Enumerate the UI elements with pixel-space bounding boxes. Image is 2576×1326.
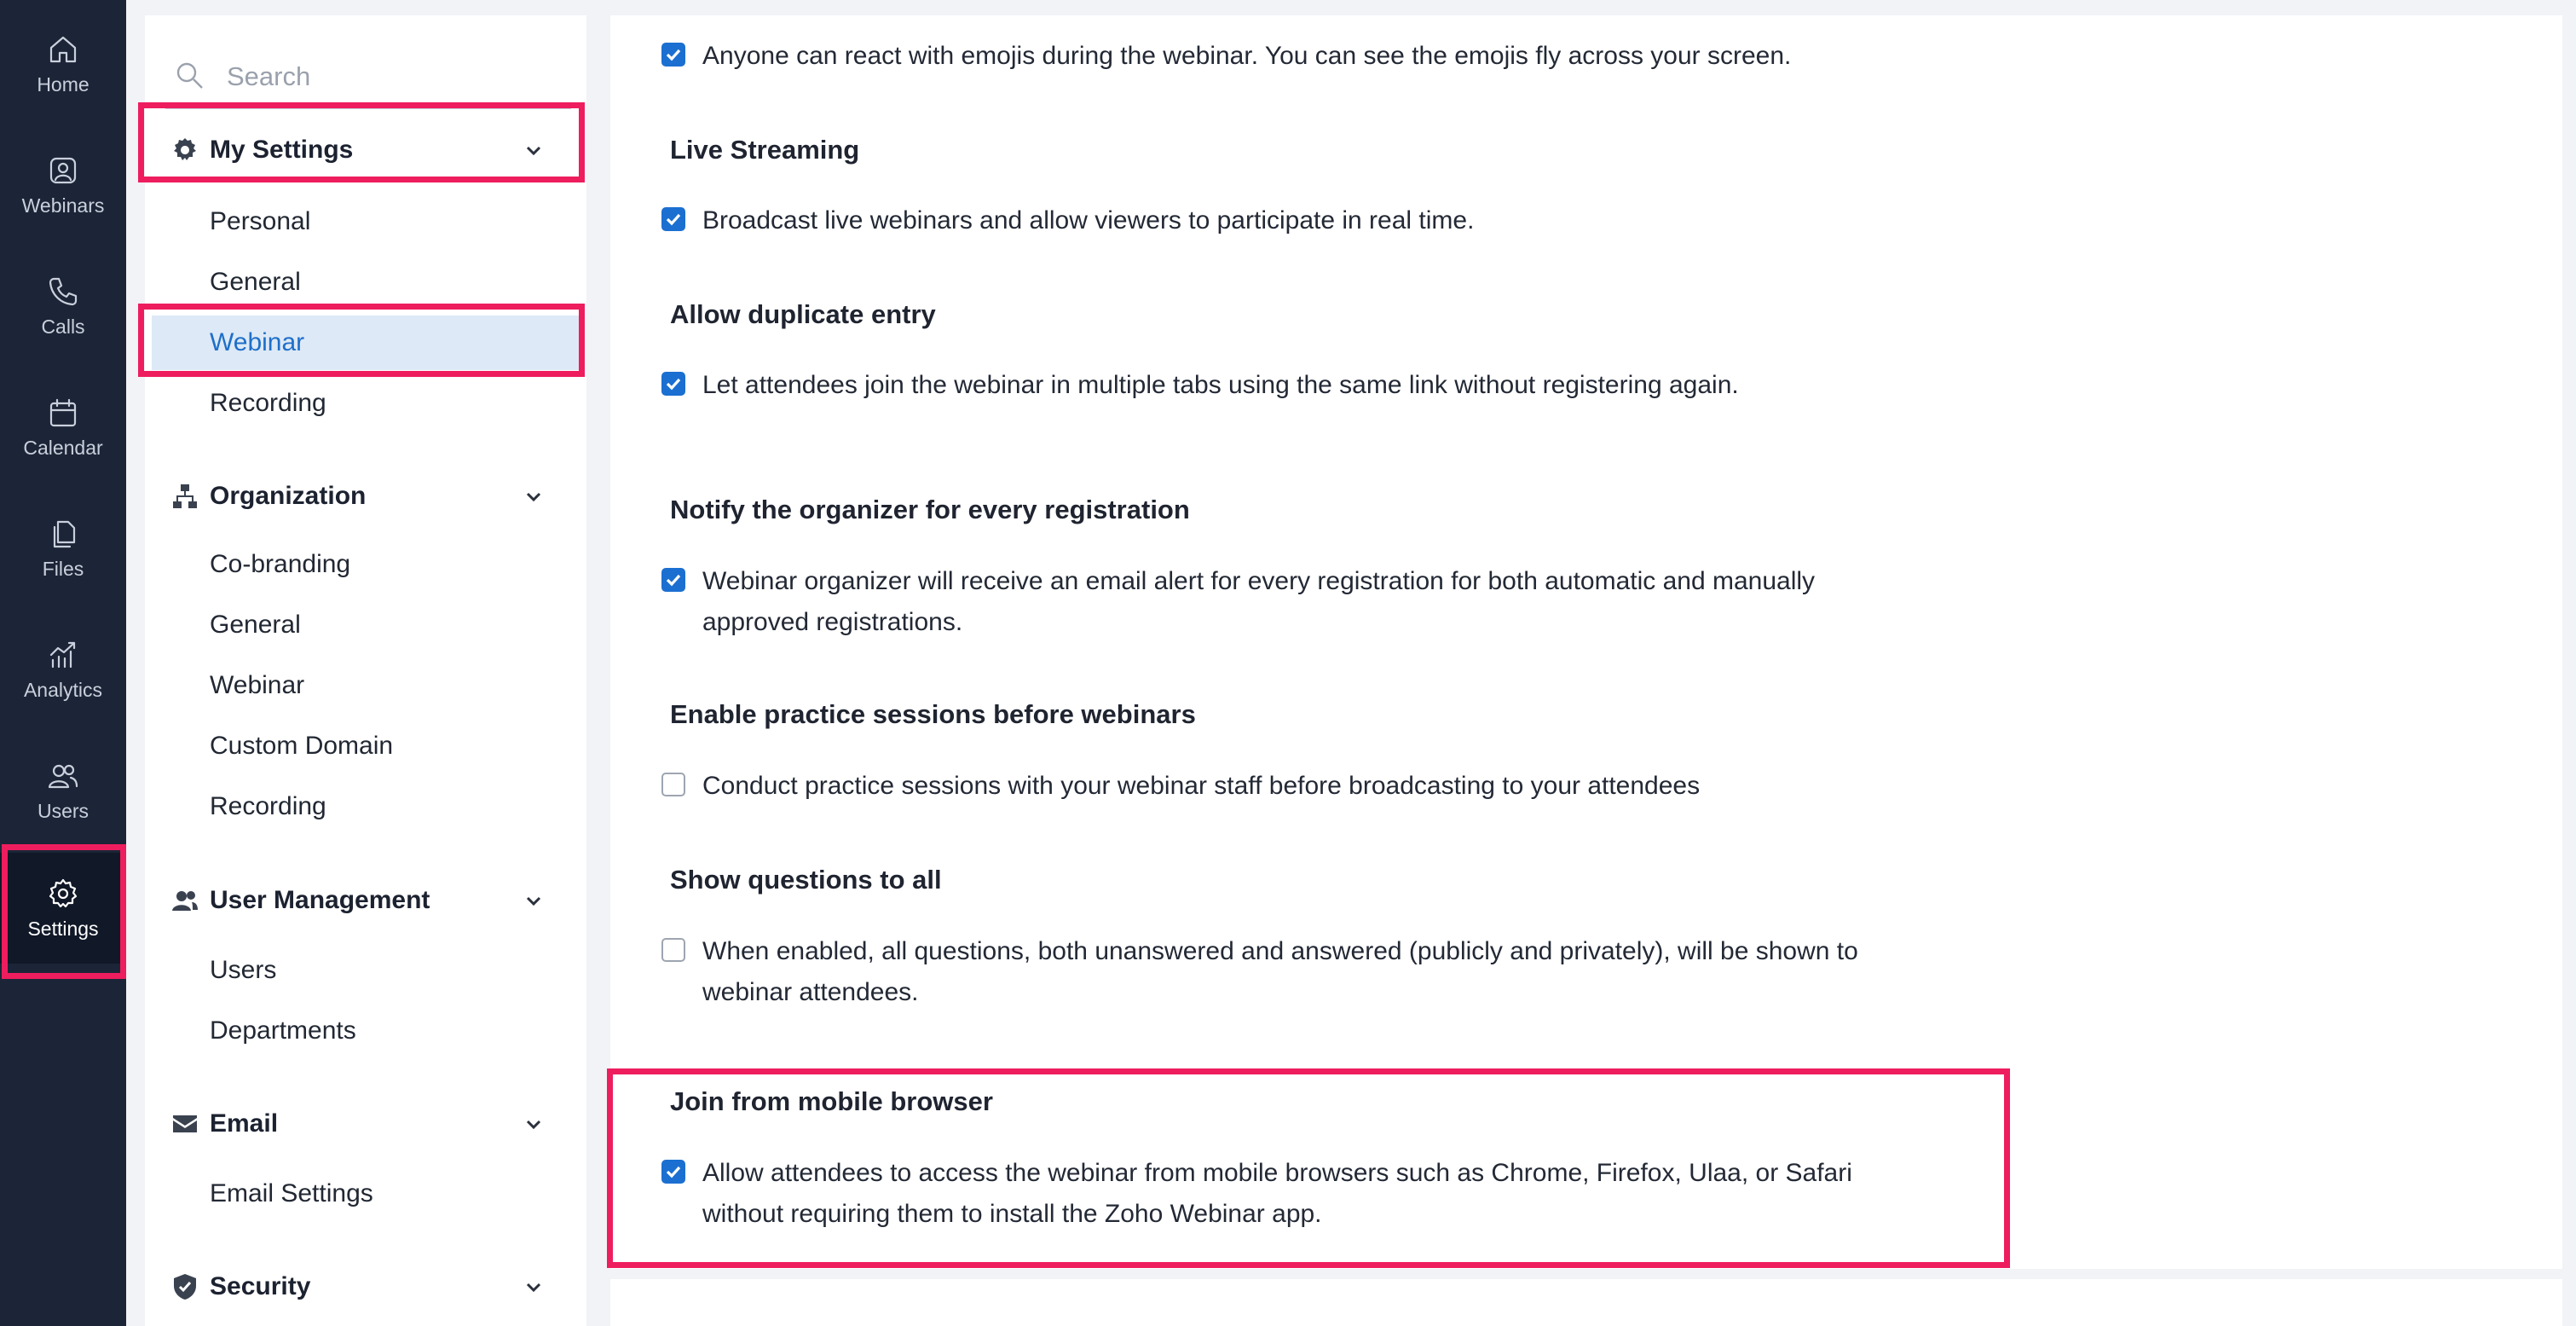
nav-home-label: Home <box>37 72 90 96</box>
sidebar-item-users[interactable]: Users <box>210 956 277 984</box>
section-title: My Settings <box>210 136 354 164</box>
chevron-down-icon <box>522 484 546 508</box>
section-title: Email <box>210 1109 279 1138</box>
notify-organizer-option <box>661 561 1872 643</box>
live-streaming-checkbox[interactable] <box>661 207 685 231</box>
setting-heading: Live Streaming <box>670 135 860 165</box>
search-box <box>165 44 571 109</box>
webinar-icon <box>46 153 80 188</box>
emoji-reactions-option <box>661 36 1872 77</box>
section-user-management[interactable] <box>170 875 546 926</box>
live-streaming-option <box>661 200 1872 241</box>
setting-heading: Allow duplicate entry <box>670 299 936 329</box>
check-icon <box>661 568 685 592</box>
section-email[interactable] <box>170 1098 546 1149</box>
duplicate-entry-checkbox[interactable] <box>661 372 685 396</box>
option-text: When enabled, all questions, both unanswered and answered (publicly and privately), will be shown to webinar attendees. <box>702 937 1858 1006</box>
option-text: Let attendees join the webinar in multiple tabs using the same link without registering again. <box>702 371 1739 399</box>
shield-icon <box>171 1273 199 1300</box>
search-input[interactable] <box>225 56 561 97</box>
nav-webinars[interactable] <box>0 130 126 240</box>
files-icon <box>46 517 80 551</box>
option-text: Allow attendees to access the webinar from mobile browsers such as Chrome, Firefox, Ulaa, or Safari without requiring them to install the Zoho Webinar app. <box>702 1159 1852 1228</box>
highlight-webinar-item <box>138 304 585 377</box>
section-title: User Management <box>210 886 430 914</box>
setting-heading: Show questions to all <box>670 865 942 895</box>
sidebar-item-co-branding[interactable]: Co-branding <box>210 550 351 578</box>
setting-heading: Enable practice sessions before webinars <box>670 699 1196 729</box>
sidebar-item-departments[interactable]: Departments <box>210 1016 356 1045</box>
nav-webinars-label: Webinars <box>21 194 105 217</box>
notify-organizer-checkbox[interactable] <box>661 568 685 592</box>
highlight-settings-nav <box>2 844 126 979</box>
users-icon <box>46 759 80 793</box>
nav-users[interactable] <box>0 735 126 846</box>
settings-sidebar <box>145 15 586 1326</box>
section-title: Organization <box>210 482 367 510</box>
mail-icon <box>171 1110 199 1138</box>
sidebar-item-org-webinar[interactable]: Webinar <box>210 671 305 699</box>
sidebar-item-org-recording[interactable]: Recording <box>210 792 326 820</box>
section-title: Security <box>210 1272 311 1300</box>
highlight-join-mobile-browser <box>607 1068 2010 1268</box>
sidebar-item-general[interactable]: General <box>210 268 301 296</box>
panel-footer <box>610 1279 2562 1326</box>
home-icon <box>46 32 80 67</box>
option-text: Anyone can react with emojis during the webinar. You can see the emojis fly across your screen. <box>702 42 1792 70</box>
option-text: Broadcast live webinars and allow viewers to participate in real time. <box>702 206 1475 235</box>
section-security[interactable] <box>170 1261 546 1312</box>
nav-settings-label: Settings <box>27 917 99 940</box>
nav-files[interactable] <box>0 493 126 604</box>
phone-icon <box>46 275 80 309</box>
check-icon <box>661 43 685 67</box>
duplicate-entry-option <box>661 365 1872 406</box>
nav-calendar-label: Calendar <box>23 436 103 459</box>
setting-heading: Notify the organizer for every registration <box>670 495 1190 524</box>
check-icon <box>661 207 685 231</box>
nav-analytics-label: Analytics <box>23 678 103 701</box>
show-questions-option <box>661 931 1872 1013</box>
section-organization[interactable] <box>170 471 546 522</box>
users-icon <box>171 887 199 914</box>
org-chart-icon <box>171 483 199 510</box>
nav-users-label: Users <box>37 799 90 822</box>
chevron-down-icon <box>522 889 546 912</box>
analytics-icon <box>46 638 80 672</box>
emoji-reactions-checkbox[interactable] <box>661 43 685 67</box>
nav-calls-label: Calls <box>41 315 85 338</box>
calendar-icon <box>46 396 80 430</box>
option-text: Conduct practice sessions with your webinar staff before broadcasting to your attendees <box>702 772 1701 800</box>
sidebar-item-org-general[interactable]: General <box>210 611 301 639</box>
app-nav-rail <box>0 0 126 1326</box>
sidebar-item-webinar[interactable]: Webinar <box>152 316 580 370</box>
nav-home[interactable] <box>0 9 126 119</box>
practice-sessions-option <box>661 766 1872 807</box>
sidebar-item-email-settings[interactable]: Email Settings <box>210 1179 373 1207</box>
sidebar-item-custom-domain[interactable]: Custom Domain <box>210 732 394 760</box>
practice-sessions-checkbox[interactable] <box>661 773 685 796</box>
show-questions-checkbox[interactable] <box>661 938 685 962</box>
option-text: Webinar organizer will receive an email alert for every registration for both automatic and manually approved registrations. <box>702 567 1816 636</box>
sidebar-item-personal[interactable]: Personal <box>210 207 311 235</box>
nav-calendar[interactable] <box>0 372 126 483</box>
sidebar-item-recording[interactable]: Recording <box>210 389 326 417</box>
check-icon <box>661 372 685 396</box>
nav-analytics[interactable] <box>0 614 126 725</box>
chevron-down-icon <box>522 1112 546 1136</box>
highlight-my-settings <box>138 102 585 182</box>
setting-heading: Join from mobile browser <box>670 1086 993 1116</box>
search-icon <box>174 60 205 90</box>
chevron-down-icon <box>522 1275 546 1299</box>
nav-calls[interactable] <box>0 251 126 362</box>
nav-files-label: Files <box>42 557 84 580</box>
